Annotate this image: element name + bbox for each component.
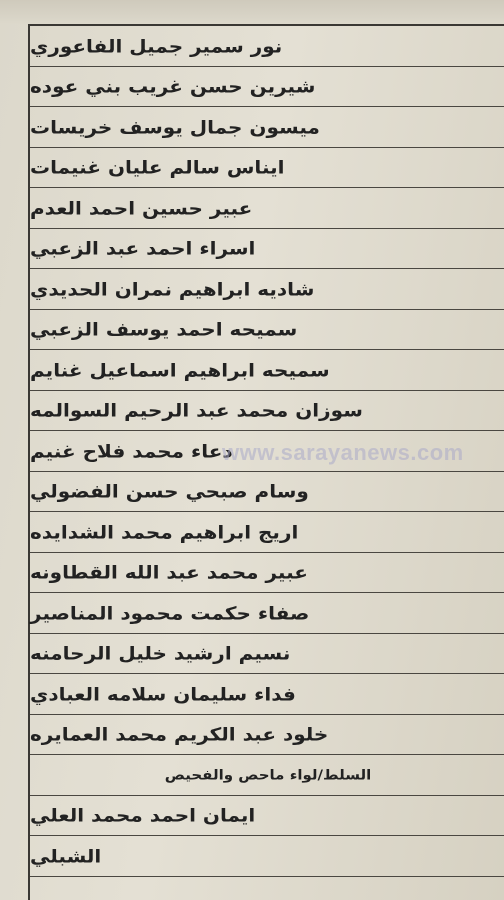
table-row [30,512,504,553]
name-cell: ايناس سالم عليان غنيمات [30,156,285,179]
name-cell: فداء سليمان سلامه العبادي [30,682,296,705]
name-cell: وسام صبحي حسن الفضولي [30,480,309,503]
table-row [30,26,504,67]
name-cell: شيرين حسن غريب بني عوده [30,75,316,98]
table-row [30,188,504,229]
table-row [30,431,504,472]
table-row [30,553,504,594]
name-cell: صفاء حكمت محمود المناصير [30,601,310,624]
table-row [30,796,504,837]
name-cell: الشبلي [30,844,102,867]
table-row [30,67,504,108]
names-table [28,24,504,900]
name-cell: نور سمير جميل الفاعوري [30,34,283,57]
name-cell: اريج ابراهيم محمد الشدايده [30,520,299,543]
table-row [30,836,504,877]
name-cell: ايمان احمد محمد العلي [30,804,256,827]
table-row [30,107,504,148]
table-row [30,472,504,513]
section-header: السلط/لواء ماحص والفحيص [164,766,372,783]
watermark: www.sarayanews.com [222,440,464,465]
table-row [30,715,504,756]
table-row [30,391,504,432]
table-row [30,634,504,675]
name-cell: سميحه ابراهيم اسماعيل غنايم [30,358,330,381]
table-row [30,350,504,391]
name-cell: سميحه احمد يوسف الزعبي [30,318,298,341]
name-cell: عبير محمد عبد الله القطاونه [30,561,308,584]
table-row [30,229,504,270]
name-cell: عبير حسين احمد العدم [30,196,253,219]
table-row [30,674,504,715]
name-cell: دعاء محمد فلاح غنيم [30,439,233,462]
table-row [30,269,504,310]
table-row [30,148,504,189]
name-cell: اسراء احمد عبد الزعبي [30,237,256,260]
table-row [30,593,504,634]
page-top-edge [0,0,504,24]
section-header-row [30,755,504,796]
name-cell: سوزان محمد عبد الرحيم السوالمه [30,399,363,422]
name-cell: خلود عبد الكريم محمد العمايره [30,723,329,746]
name-cell: شاديه ابراهيم نمران الحديدي [30,277,315,300]
table-row [30,310,504,351]
name-cell: ميسون جمال يوسف خريسات [30,115,320,138]
name-cell: نسيم ارشيد خليل الرحامنه [30,642,291,665]
